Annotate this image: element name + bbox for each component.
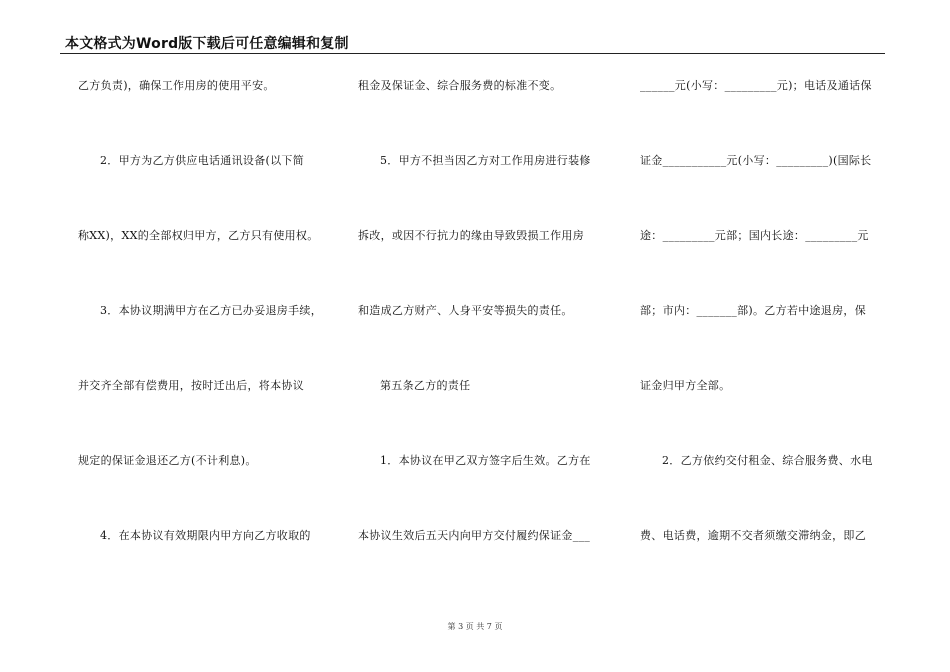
text-line: 和造成乙方财产、人身平安等损失的责任。	[358, 304, 573, 317]
text-line: 4．在本协议有效期限内甲方向乙方收取的	[100, 529, 311, 542]
text-column-2	[358, 0, 620, 672]
text-line: 本协议生效后五天内向甲方交付履约保证金___	[358, 529, 591, 542]
page-number-footer: 第 3 页 共 7 页	[447, 622, 503, 631]
text-line: 并交齐全部有偿费用，按时迁出后，将本协议	[78, 379, 304, 392]
section-heading: 第五条乙方的责任	[380, 379, 471, 392]
text-line: ______元(小写：_________元)；电话及通话保	[640, 79, 872, 92]
text-line: 2．甲方为乙方供应电话通讯设备(以下简	[100, 154, 304, 167]
text-line: 1．本协议在甲乙双方签字后生效。乙方在	[380, 454, 591, 467]
text-line: 规定的保证金退还乙方(不计利息)。	[78, 454, 257, 467]
document-header-title: 本文格式为Word版下载后可任意编辑和复制	[65, 36, 349, 52]
text-column-1	[78, 0, 340, 672]
text-line: 2．乙方依约交付租金、综合服务费、水电	[662, 454, 873, 467]
text-column-3	[640, 0, 890, 672]
text-line: 拆改，或因不行抗力的缘由导致毁损工作用房	[358, 229, 584, 242]
text-line: 5．甲方不担当因乙方对工作用房进行装修	[380, 154, 591, 167]
text-line: 证金归甲方全部。	[640, 379, 731, 392]
text-line: 途：_________元部；国内长途：_________元	[640, 229, 869, 242]
text-line: 3．本协议期满甲方在乙方已办妥退房手续，	[100, 304, 322, 317]
text-line: 费、电话费，逾期不交者须缴交滞纳金，即乙	[640, 529, 866, 542]
text-line: 部；市内：_______部)。乙方若中途退房，保	[640, 304, 866, 317]
text-line: 称XX)，XX的全部权归甲方，乙方只有使用权。	[78, 229, 319, 242]
text-line: 乙方负责)，确保工作用房的使用平安。	[78, 79, 275, 92]
text-line: 证金___________元(小写：_________)(国际长	[640, 154, 872, 167]
text-line: 租金及保证金、综合服务费的标准不变。	[358, 79, 562, 92]
